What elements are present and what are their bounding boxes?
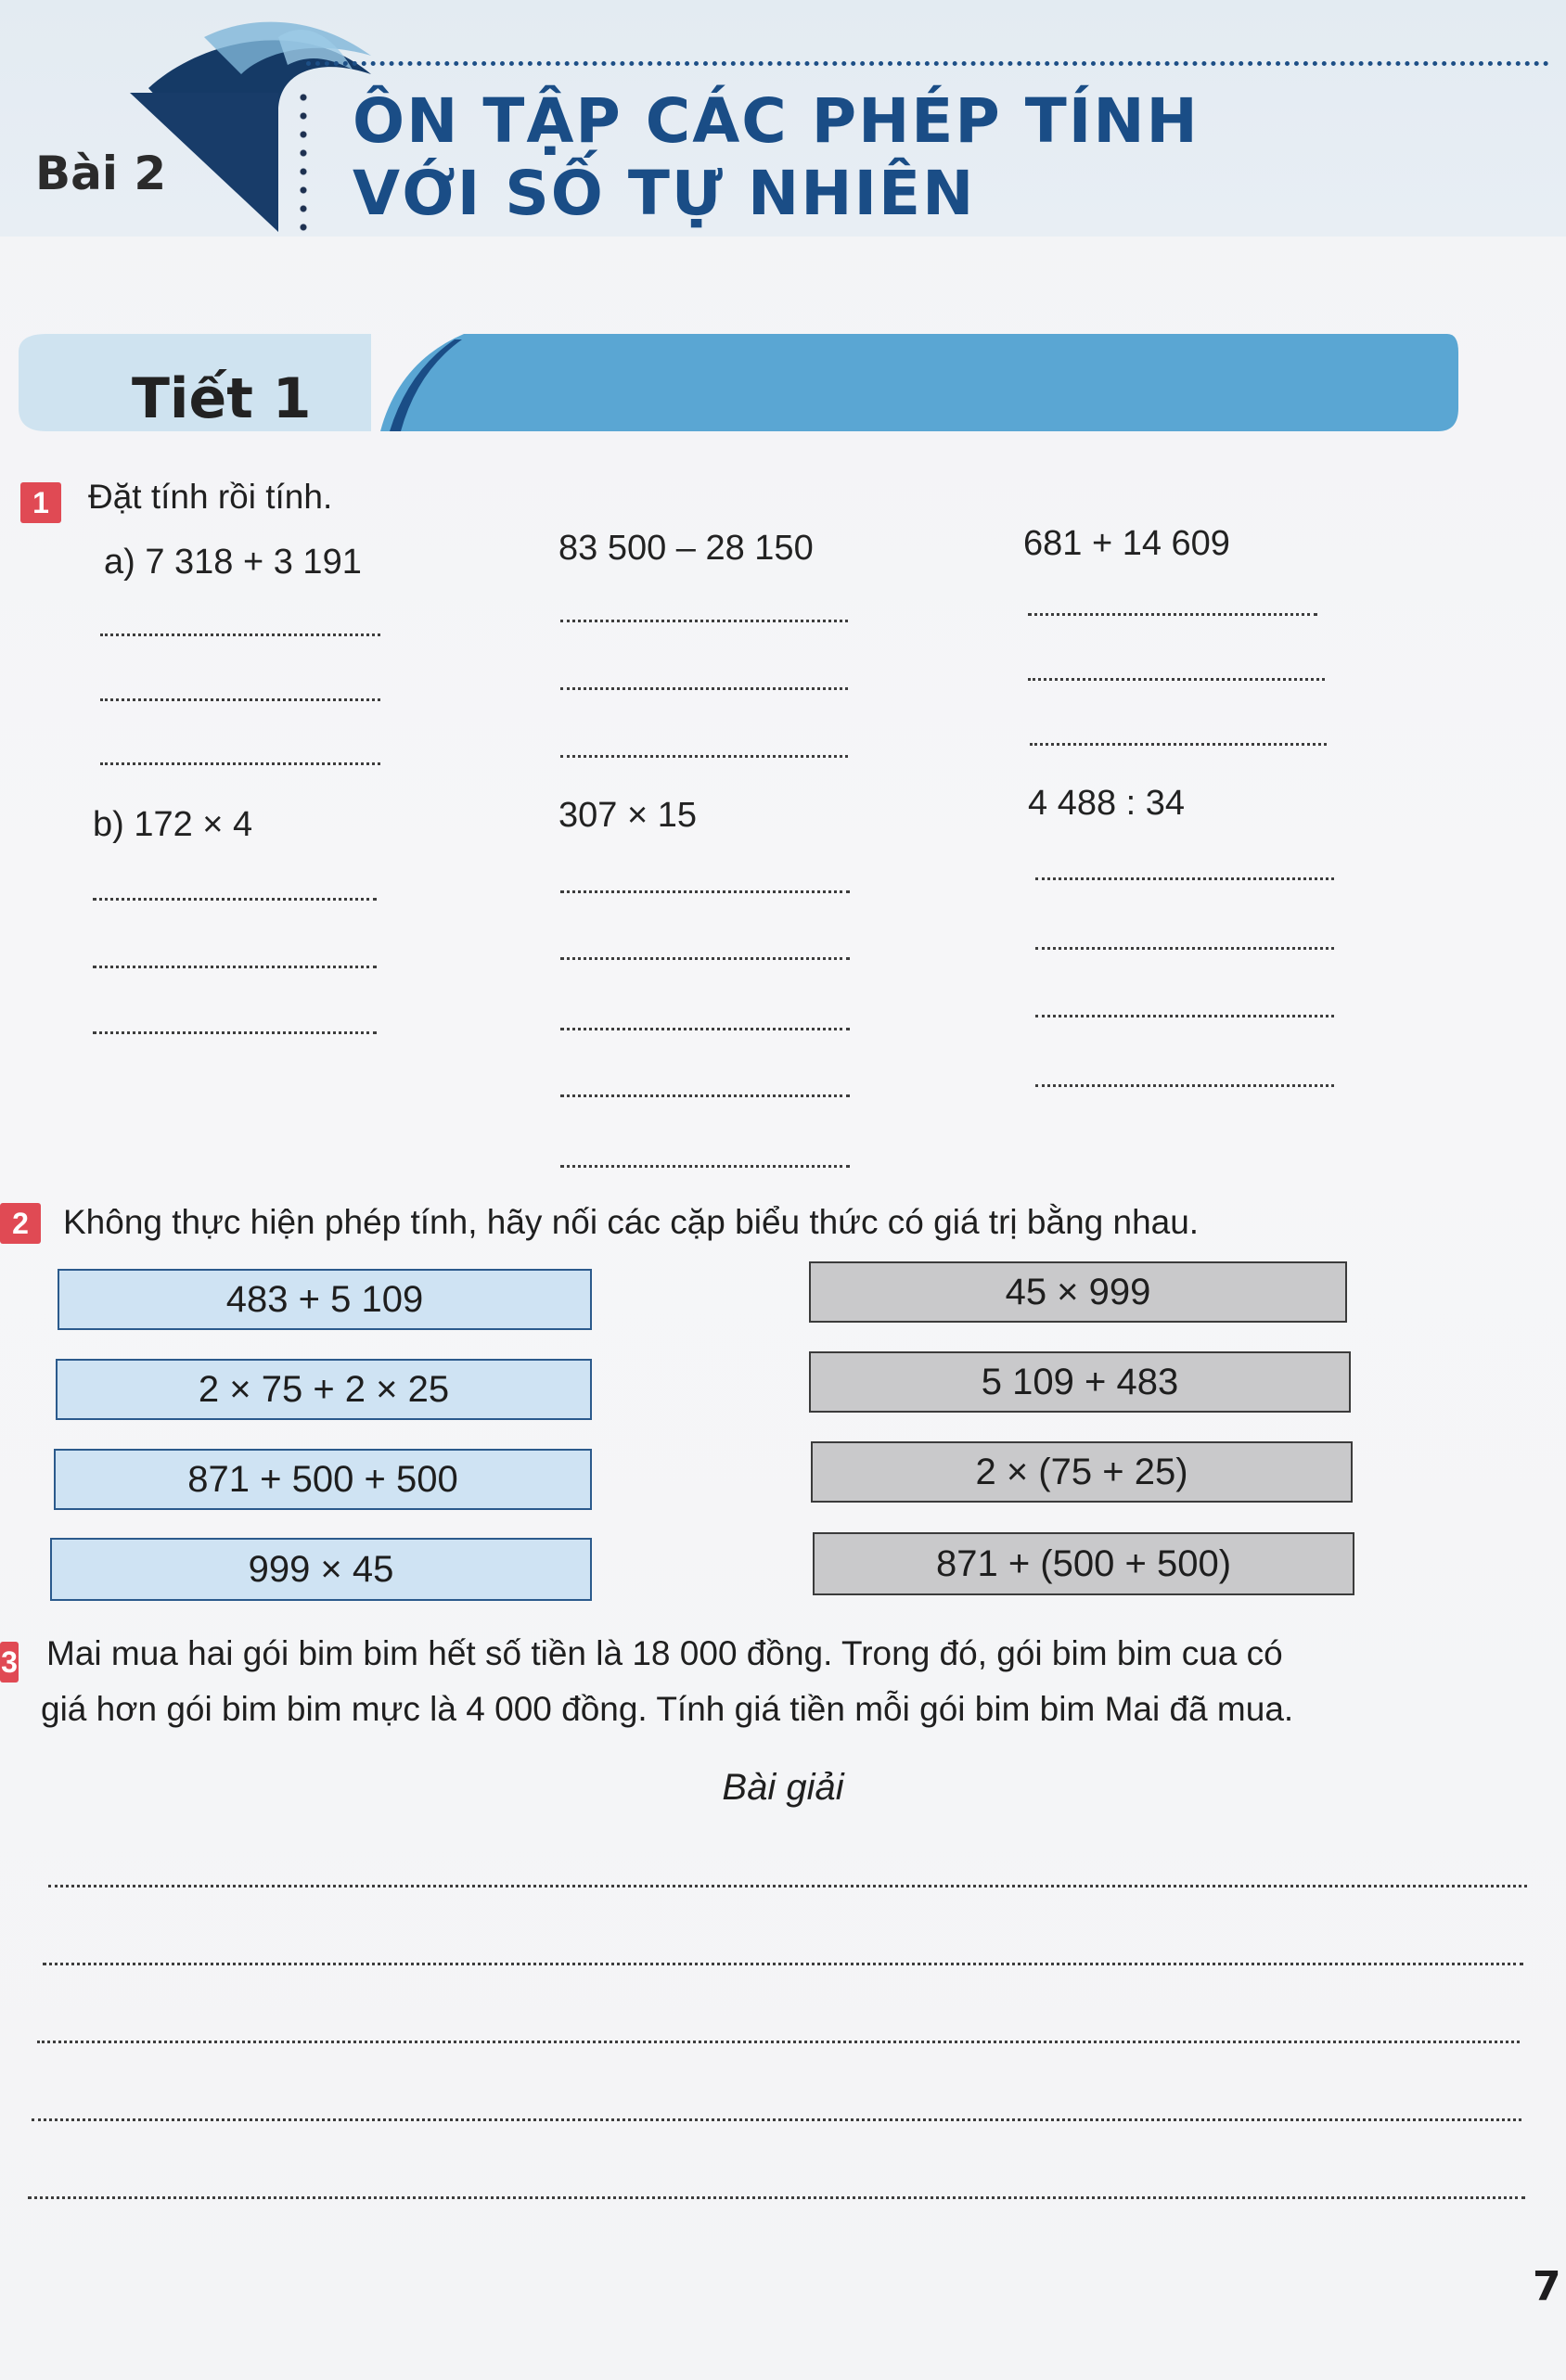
lesson-title-line1: ÔN TẬP CÁC PHÉP TÍNH (353, 85, 1200, 157)
section-label: Tiết 1 (132, 366, 312, 431)
lesson-number: Bài 2 (35, 147, 167, 200)
answer-line[interactable] (37, 2041, 1520, 2043)
right-expression-box[interactable]: 45 × 999 (809, 1261, 1347, 1323)
answer-line[interactable] (93, 966, 377, 968)
answer-line[interactable] (1030, 743, 1327, 746)
answer-line[interactable] (48, 1885, 1527, 1887)
answer-line[interactable] (1028, 613, 1317, 616)
ex1-b-expr-3: 4 488 : 34 (1028, 784, 1186, 823)
ex1-b-expr-2: 307 × 15 (558, 796, 697, 835)
answer-line[interactable] (1035, 1015, 1334, 1017)
right-expression-box[interactable]: 5 109 + 483 (809, 1351, 1351, 1413)
page-number: 7 (1533, 2263, 1561, 2310)
answer-line[interactable] (43, 1963, 1523, 1965)
answer-line[interactable] (100, 762, 380, 765)
title-dot-column (299, 88, 308, 237)
answer-line[interactable] (1035, 1084, 1334, 1087)
answer-line[interactable] (100, 698, 380, 701)
answer-line[interactable] (1035, 877, 1334, 880)
answer-line[interactable] (93, 1031, 377, 1034)
title-dotted-rule (306, 61, 1549, 66)
left-expression-box[interactable]: 999 × 45 (50, 1538, 592, 1601)
answer-line[interactable] (560, 1028, 850, 1030)
exercise-3-number: 3 (0, 1642, 19, 1683)
answer-line[interactable] (560, 890, 850, 893)
answer-line[interactable] (100, 633, 380, 636)
right-expression-box[interactable]: 871 + (500 + 500) (813, 1532, 1354, 1595)
ex1-a-expr-2: 83 500 – 28 150 (558, 529, 814, 568)
left-expression-box[interactable]: 2 × 75 + 2 × 25 (56, 1359, 592, 1420)
exercise-1-number: 1 (20, 482, 61, 523)
left-expression-box[interactable]: 483 + 5 109 (58, 1269, 592, 1330)
answer-line[interactable] (560, 1094, 850, 1097)
answer-line[interactable] (560, 755, 848, 758)
exercise-2-instruction: Không thực hiện phép tính, hãy nối các cặp biểu thức có giá trị bằng nhau. (63, 1203, 1200, 1241)
answer-line[interactable] (560, 620, 848, 622)
ex1-b-expr-1: b) 172 × 4 (93, 805, 253, 844)
right-expression-box[interactable]: 2 × (75 + 25) (811, 1441, 1353, 1503)
ex1-a-expr-3: 681 + 14 609 (1023, 524, 1230, 563)
lesson-title-line2: VỚI SỐ TỰ NHIÊN (353, 158, 976, 229)
solution-heading: Bài giải (722, 1767, 844, 1808)
ex1-a-expr-1: a) 7 318 + 3 191 (104, 543, 362, 582)
exercise-3-line1: Mai mua hai gói bim bim hết số tiền là 18 000 đồng. Trong đó, gói bim bim cua có (46, 1634, 1283, 1672)
answer-line[interactable] (32, 2118, 1521, 2121)
exercise-3-line2: giá hơn gói bim bim mực là 4 000 đồng. Tính giá tiền mỗi gói bim bim Mai đã mua. (41, 1690, 1294, 1728)
answer-line[interactable] (560, 957, 850, 960)
answer-line[interactable] (93, 898, 377, 901)
left-expression-box[interactable]: 871 + 500 + 500 (54, 1449, 592, 1510)
answer-line[interactable] (560, 1165, 850, 1168)
exercise-2-number: 2 (0, 1203, 41, 1244)
exercise-1-instruction: Đặt tính rồi tính. (88, 478, 333, 516)
answer-line[interactable] (560, 687, 848, 690)
answer-line[interactable] (1028, 678, 1325, 681)
answer-line[interactable] (28, 2196, 1525, 2199)
answer-line[interactable] (1035, 947, 1334, 950)
